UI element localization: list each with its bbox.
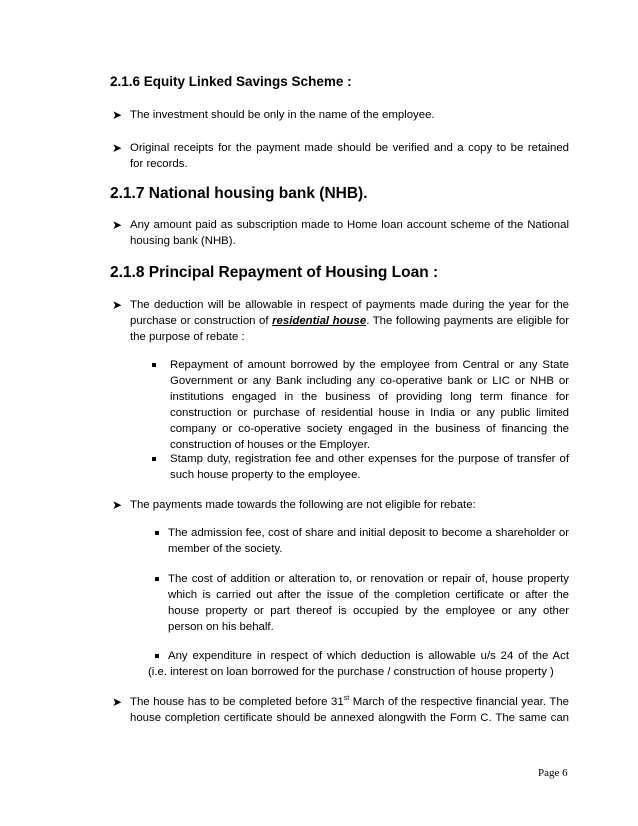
paragraph-text: the purpose of rebate : bbox=[130, 331, 245, 343]
list-item: construction or purchase of residential house in India or any public limited bbox=[170, 407, 569, 419]
paragraph-text: The house has to be completed before 31st March of the respective financial year. The bbox=[130, 695, 569, 708]
list-item: person on his behalf. bbox=[168, 621, 274, 633]
heading-2-1-7: 2.1.7 National housing bank (NHB). bbox=[110, 185, 368, 202]
paragraph-text: Original receipts for the payment made should be verified and a copy to be retained bbox=[130, 142, 569, 154]
list-item: such house property to the employee. bbox=[170, 469, 361, 481]
list-item: house property or part thereof is occupied by the employee or any other bbox=[168, 605, 569, 617]
emphasis-residential-house: residential house bbox=[272, 315, 367, 327]
list-item: The cost of addition or alteration to, or renovation or repair of, house property bbox=[168, 573, 569, 585]
list-item: member of the society. bbox=[168, 543, 283, 555]
list-item: Repayment of amount borrowed by the employee from Central or any State bbox=[170, 359, 569, 371]
list-item: construction of houses or the Employer. bbox=[170, 439, 371, 451]
paragraph-text: purchase or construction of residential house. The following payments are eligible for bbox=[130, 315, 570, 327]
arrow-bullet-icon: ➤ bbox=[112, 141, 123, 155]
paragraph-text: housing bank (NHB). bbox=[130, 235, 236, 247]
list-item: company or co-operative society engaged in the business of financing the bbox=[170, 423, 569, 435]
arrow-bullet-icon: ➤ bbox=[112, 498, 123, 512]
arrow-bullet-icon: ➤ bbox=[112, 218, 123, 232]
paragraph-text: The investment should be only in the name of the employee. bbox=[130, 109, 435, 121]
paragraph-text: The deduction will be allowable in respect of payments made during the year for the bbox=[130, 299, 569, 311]
paragraph-text: for records. bbox=[130, 158, 188, 170]
list-item: (i.e. interest on loan borrowed for the purchase / construction of house property ) bbox=[148, 666, 554, 678]
arrow-bullet-icon: ➤ bbox=[112, 108, 123, 122]
bullet-paragraph bbox=[0, 497, 638, 513]
paragraph-text: house completion certificate should be annexed alongwith the Form C. The same can bbox=[130, 712, 569, 724]
list-item: which is carried out after the issue of the completion certificate or after the bbox=[168, 589, 569, 601]
bullet-paragraph bbox=[0, 107, 638, 123]
paragraph-text: The payments made towards the following are not eligible for rebate: bbox=[130, 499, 476, 511]
heading-2-1-6: 2.1.6 Equity Linked Savings Scheme : bbox=[110, 74, 352, 89]
heading-2-1-8: 2.1.8 Principal Repayment of Housing Loan : bbox=[110, 264, 439, 281]
list-item: Stamp duty, registration fee and other expenses for the purpose of transfer of bbox=[170, 453, 569, 465]
list-item: institutions engaged in the business of providing long term finance for bbox=[170, 391, 569, 403]
page-number: Page 6 bbox=[538, 767, 568, 779]
arrow-bullet-icon: ➤ bbox=[112, 298, 123, 312]
list-item: Government or any Bank including any co-operative bank or LIC or NHB or bbox=[170, 375, 569, 387]
list-item: Any expenditure in respect of which deduction is allowable u/s 24 of the Act bbox=[168, 650, 569, 662]
paragraph-text: Any amount paid as subscription made to Home loan account scheme of the National bbox=[130, 219, 569, 231]
list-item: The admission fee, cost of share and initial deposit to become a shareholder or bbox=[168, 527, 569, 539]
bullet-paragraph bbox=[0, 297, 638, 313]
bullet-paragraph bbox=[0, 694, 638, 710]
bullet-paragraph bbox=[0, 217, 638, 233]
arrow-bullet-icon: ➤ bbox=[112, 695, 123, 709]
bullet-paragraph bbox=[0, 140, 638, 156]
